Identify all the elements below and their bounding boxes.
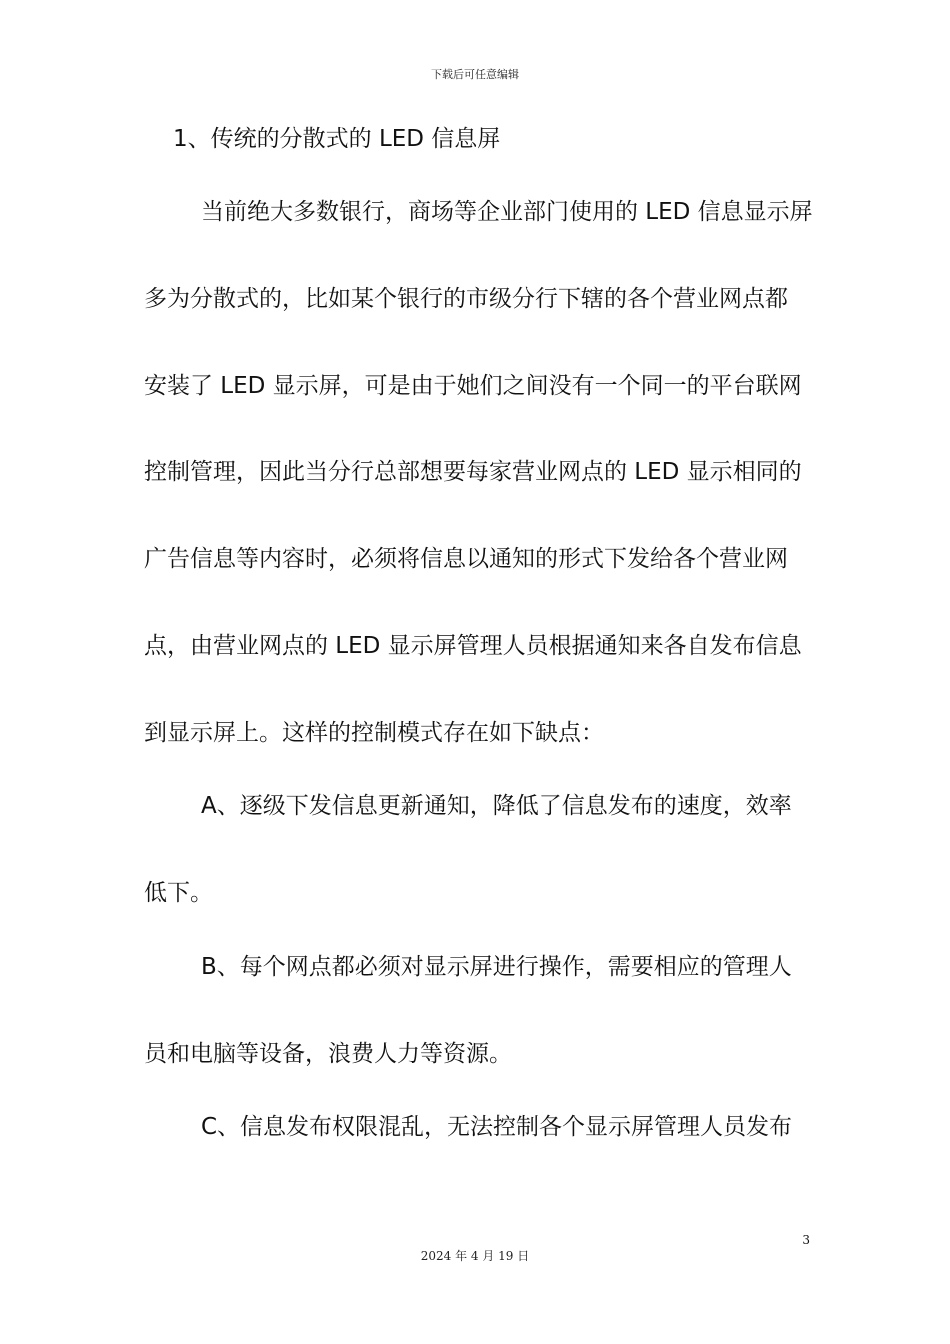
list-item-c: C、信息发布权限混乱，无法控制各个显示屏管理人员发布	[201, 1114, 793, 1140]
list-item-a: A、逐级下发信息更新通知，降低了信息发布的速度，效率	[201, 793, 792, 819]
paragraph-line: 安装了 LED 显示屏，可是由于她们之间没有一个同一的平台联网	[144, 373, 802, 399]
list-item-b-continued: 员和电脑等设备，浪费人力等资源。	[144, 1041, 512, 1067]
page-number: 3	[802, 1233, 810, 1247]
list-item-b: B、每个网点都必须对显示屏进行操作，需要相应的管理人	[201, 954, 792, 980]
section-heading: 1、传统的分散式的 LED 信息屏	[173, 126, 501, 152]
paragraph-line: 广告信息等内容时，必须将信息以通知的形式下发给各个营业网	[144, 546, 788, 572]
footer-date: 2024 年 4 月 19 日	[420, 1249, 530, 1263]
paragraph-line: 多为分散式的，比如某个银行的市级分行下辖的各个营业网点都	[144, 286, 788, 312]
paragraph-line: 当前绝大多数银行，商场等企业部门使用的 LED 信息显示屏	[201, 199, 813, 225]
page-header: 下载后可任意编辑	[431, 68, 519, 81]
paragraph-line: 到显示屏上。这样的控制模式存在如下缺点：	[144, 720, 604, 746]
list-item-a-continued: 低下。	[144, 880, 213, 906]
paragraph-line: 控制管理，因此当分行总部想要每家营业网点的 LED 显示相同的	[144, 459, 802, 485]
paragraph-line: 点，由营业网点的 LED 显示屏管理人员根据通知来各自发布信息	[144, 633, 802, 659]
